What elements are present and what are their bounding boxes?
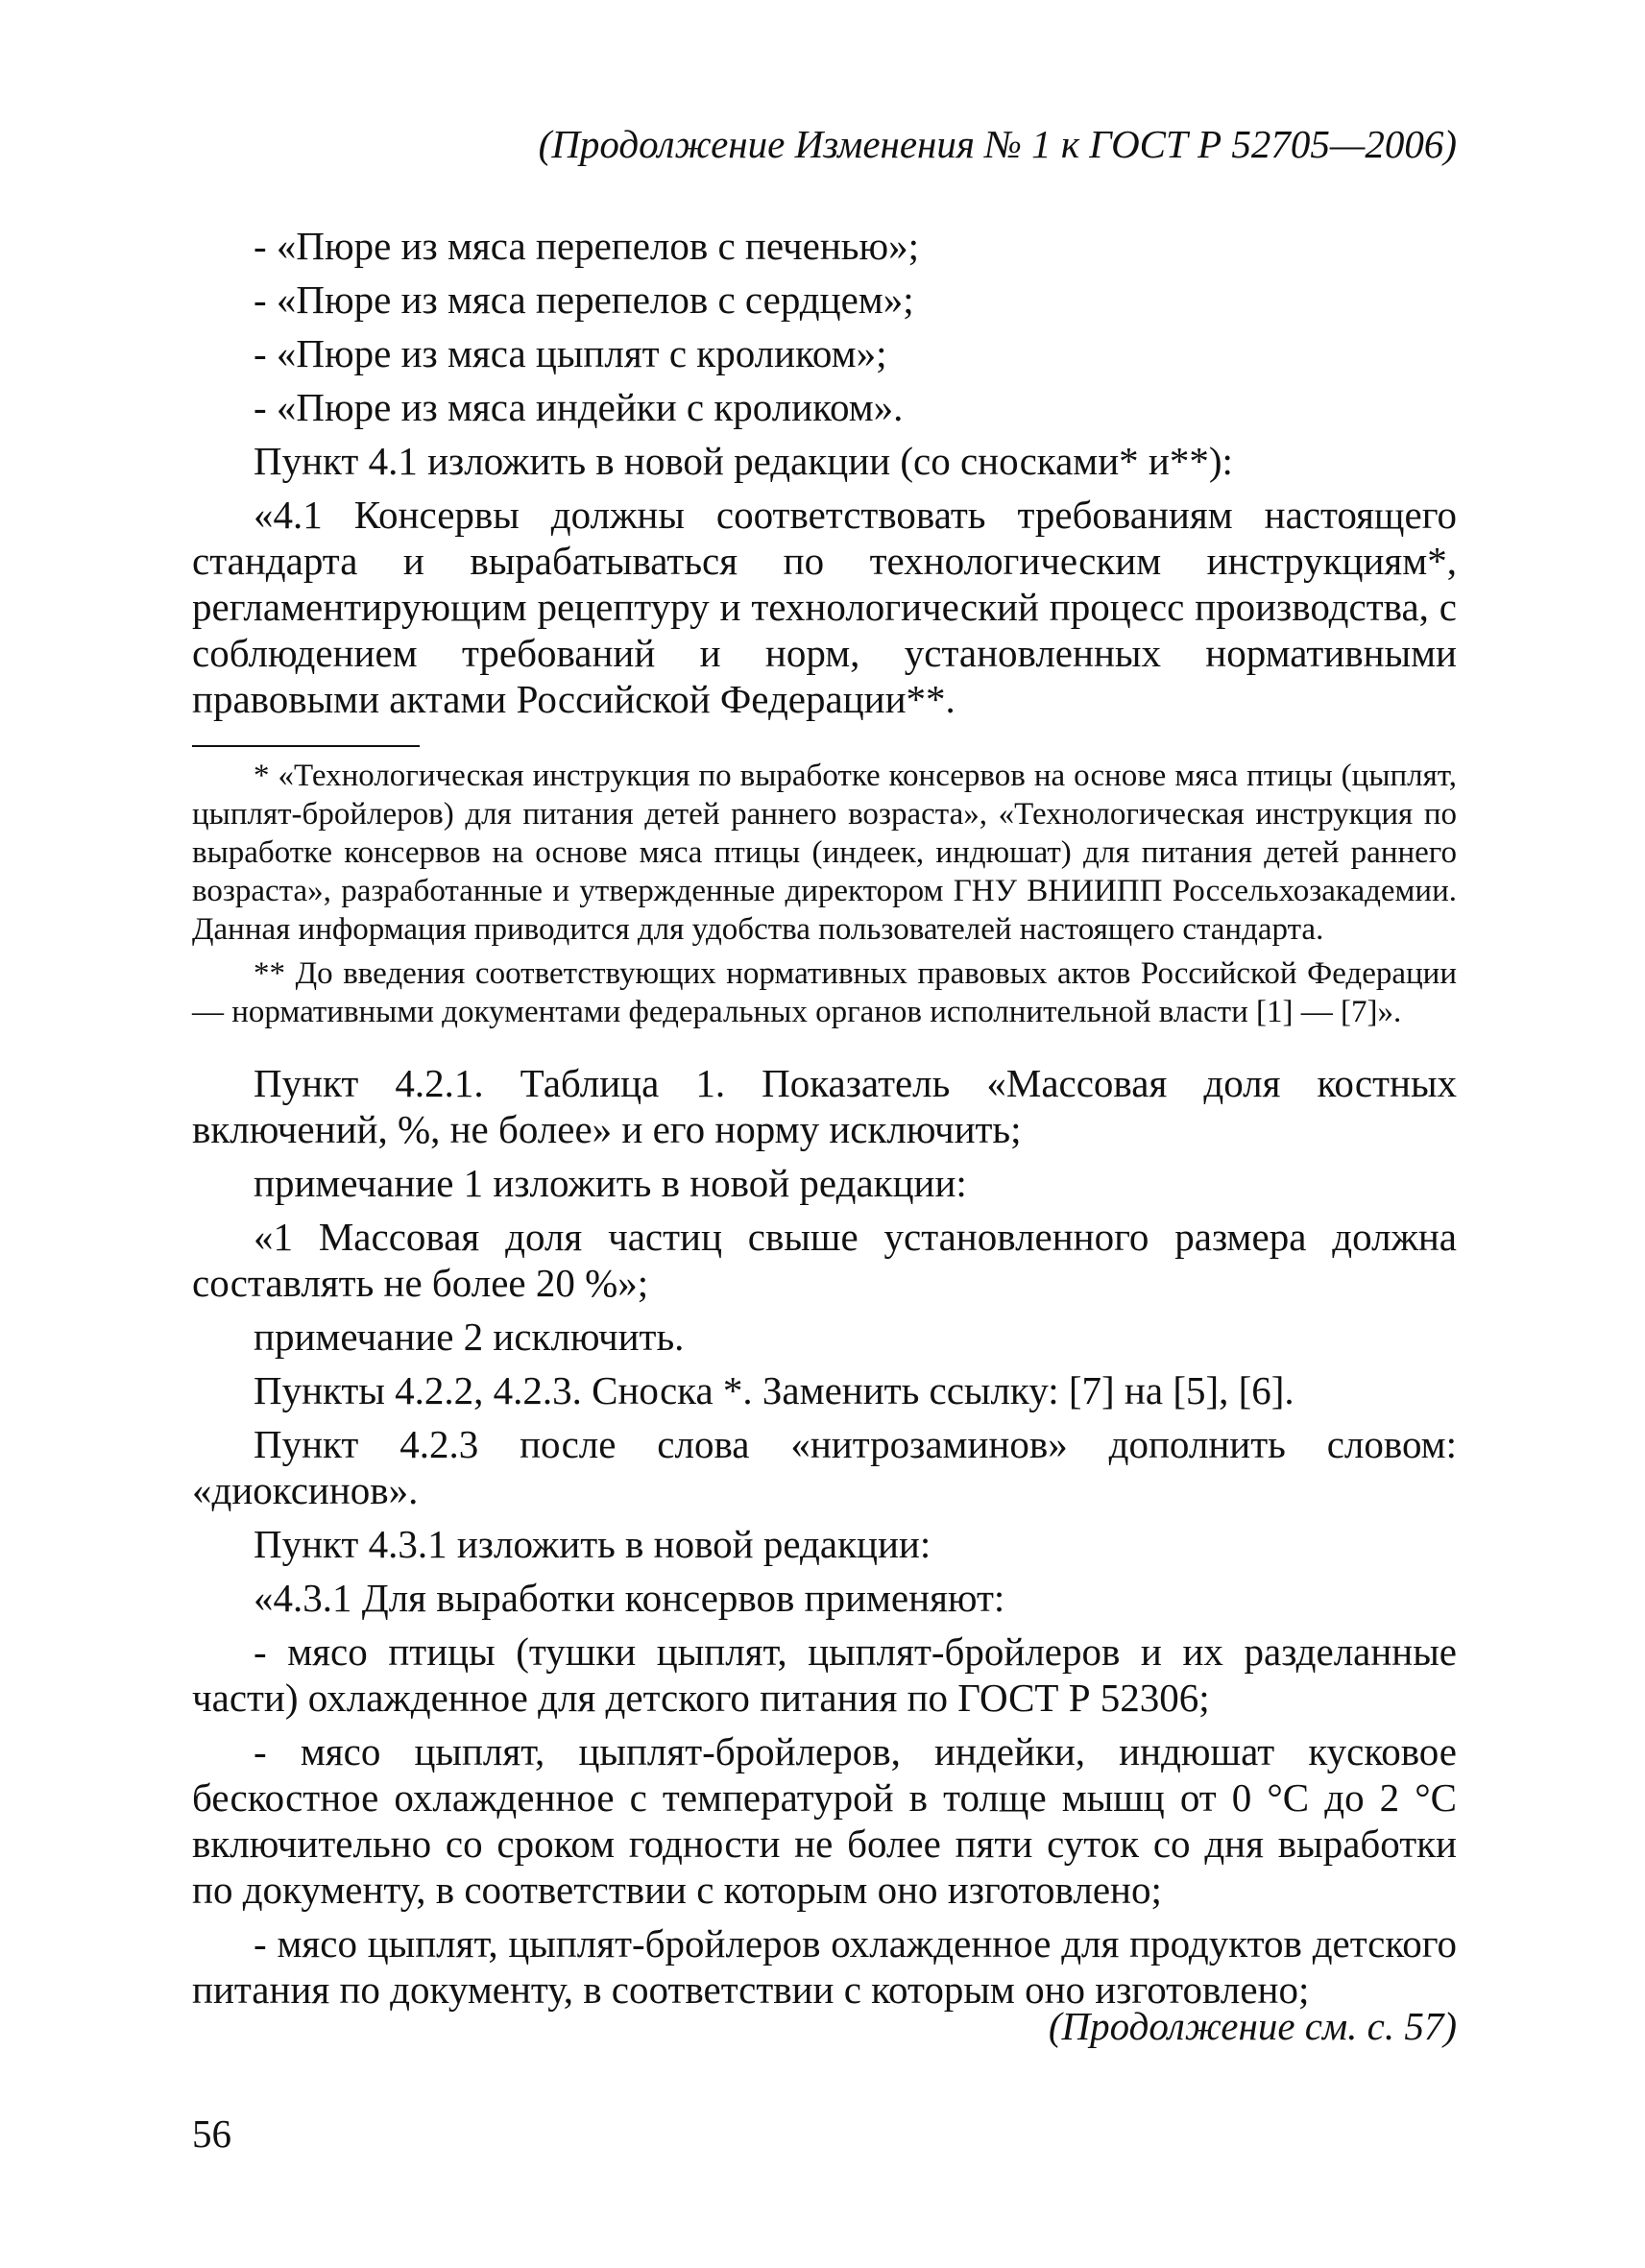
- page-number: 56: [192, 2111, 231, 2156]
- paragraph: Пункт 4.3.1 изложить в новой редакции:: [254, 1522, 931, 1566]
- paragraph: Пункт 4.2.3 после слова «нитрозаминов» дополнить словом: «диоксинов».: [192, 1422, 1457, 1512]
- paragraph: Пункт 4.1 изложить в новой редакции (со сносками* и**):: [254, 439, 1233, 483]
- footnote: * «Технологическая инструкция по выработке консервов на основе мяса птицы (цыплят, цыплят-бройлеров) для питания детей раннего возраста», «Технологическая инструкция по выработке консервов на основе мяса птицы (индеек, индюшат) для питания детей раннего возраста», разработанные и утвержденные директором ГНУ ВНИИПП Россельхозакадемии. Данная информация приводится для удобства пользователей настоящего стандарта.: [192, 759, 1457, 947]
- page-header: (Продолжение Изменения № 1 к ГОСТ Р 52705—2006): [538, 122, 1457, 166]
- paragraph: Пункт 4.2.1. Таблица 1. Показатель «Массовая доля костных включений, %, не более» и его норму исключить;: [192, 1061, 1457, 1151]
- paragraph-list-item: - мясо цыплят, цыплят-бройлеров охлажденное для продуктов детского питания по документу, в соответствии с которым оно изготовлено;: [192, 1921, 1457, 2012]
- paragraph: примечание 2 исключить.: [254, 1315, 685, 1359]
- paragraph-list-item: - «Пюре из мяса цыплят с кроликом»;: [254, 331, 887, 375]
- paragraph: «1 Массовая доля частиц свыше установленного размера должна составлять не более 20 %»;: [192, 1215, 1457, 1305]
- footnote: ** До введения соответствующих нормативных правовых актов Российской Федерации — нормативными документами федеральных органов исполнительной власти [1] — [7]».: [192, 956, 1457, 1029]
- paragraph-list-item: - мясо цыплят, цыплят-бройлеров, индейки, индюшат кусковое бескостное охлажденное с температурой в толще мышц от 0 °С до 2 °С включительно со сроком годности не более пяти суток со дня выработки по документу, в соответствии с которым оно изготовлено;: [192, 1729, 1457, 1912]
- footnotes: [192, 757, 1457, 1031]
- continuation-note: (Продолжение см. с. 57): [1048, 2004, 1457, 2048]
- paragraph: Пункты 4.2.2, 4.2.3. Сноска *. Заменить ссылку: [7] на [5], [6].: [254, 1368, 1294, 1412]
- footnote-divider: [192, 745, 420, 747]
- paragraph: «4.3.1 Для выработки консервов применяют:: [254, 1576, 1005, 1620]
- paragraph-list-item: - мясо птицы (тушки цыплят, цыплят-бройлеров и их разделанные части) охлажденное для детского питания по ГОСТ Р 52306;: [192, 1629, 1457, 1720]
- paragraph: «4.1 Консервы должны соответствовать требованиям настоящего стандарта и вырабатываться по технологическим инструкциям*, регламентирующим рецептуру и технологический процесс производства, с соблюдением требований и норм, установленных нормативными правовыми актами Российской Федерации**.: [192, 493, 1457, 721]
- paragraph: примечание 1 изложить в новой редакции:: [254, 1161, 967, 1205]
- paragraph-list-item: - «Пюре из мяса индейки с кроликом».: [254, 385, 904, 429]
- paragraph-list-item: - «Пюре из мяса перепелов с сердцем»;: [254, 277, 914, 322]
- paragraph-list-item: - «Пюре из мяса перепелов с печенью»;: [254, 224, 920, 268]
- main-text: [192, 223, 1457, 2020]
